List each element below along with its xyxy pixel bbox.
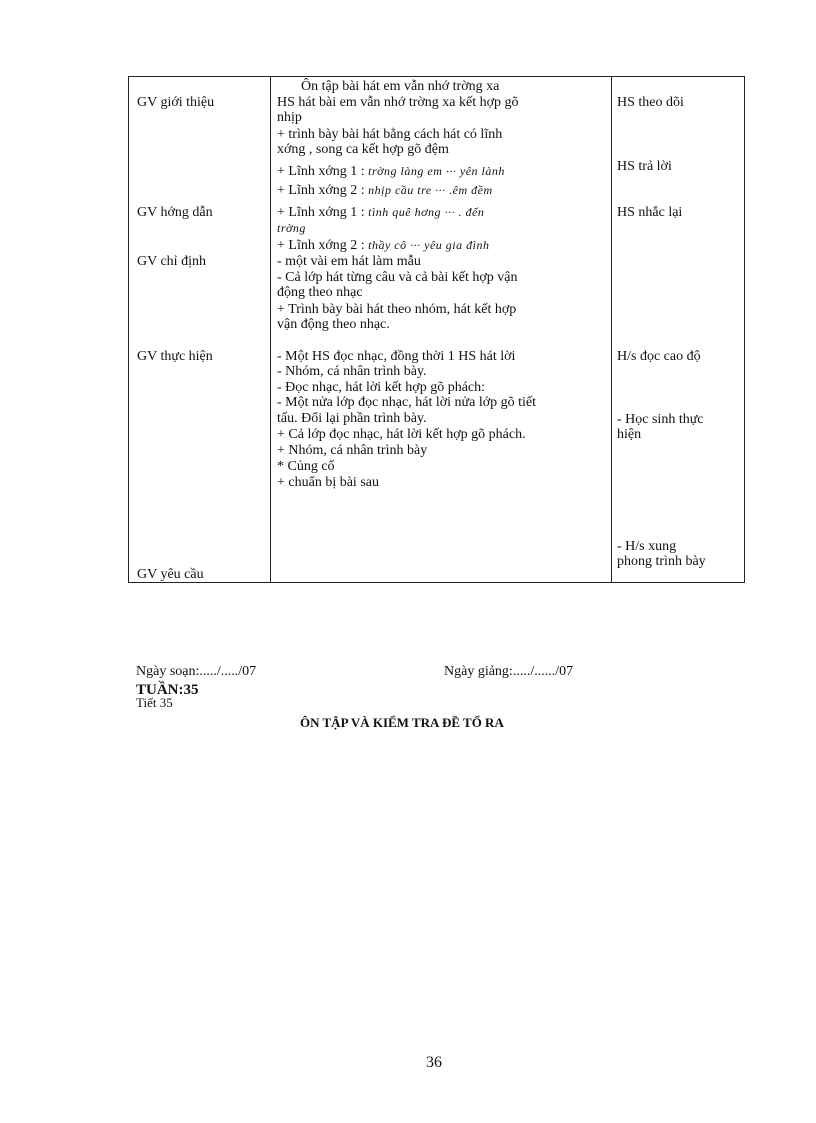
verse-lyric: thầy cô ··· yêu gia đình (368, 238, 490, 252)
content-line: HS hát bài em vẫn nhớ trờng xa kết hợp gõ (277, 95, 519, 110)
verse-label: + Lĩnh xớng 2 : (277, 238, 365, 253)
content-line: + trình bày bài hát bằng cách hát có lĩnh (277, 127, 503, 142)
content-line: xớng , song ca kết hợp gõ đệm (277, 142, 449, 157)
column-divider (270, 77, 271, 582)
content-line: - Một nửa lớp đọc nhạc, hát lời nửa lớp gõ tiết (277, 395, 536, 410)
content-line: - Cả lớp hát từng câu và cả bài kết hợp vận (277, 270, 518, 285)
content-line: + Nhóm, cá nhân trình bày (277, 443, 428, 458)
verse-lyric: tình quê hơng ··· . đến (368, 205, 485, 219)
content-heading: Ôn tập bài hát em vẫn nhớ trờng xa (301, 79, 500, 94)
content-line: - một vài em hát làm mẫu (277, 254, 421, 269)
content-line (277, 238, 489, 253)
verse-label: + Lĩnh xớng 2 : (277, 183, 365, 198)
student-activity: HS nhắc lại (617, 205, 683, 220)
prep-date: Ngày soạn:...../...../07 (136, 664, 257, 679)
verse-label: + Lĩnh xớng 1 : (277, 205, 365, 220)
content-line: - Nhóm, cá nhân trình bày. (277, 364, 427, 379)
student-activity: phong trình bày (617, 554, 706, 569)
lesson-table (128, 76, 745, 583)
content-line (277, 183, 493, 198)
teacher-activity: GV yêu cầu (137, 567, 204, 582)
student-activity: hiện (617, 427, 642, 442)
student-activity: - Học sinh thực (617, 412, 704, 427)
student-activity: HS trả lời (617, 159, 672, 174)
verse-label: + Lĩnh xớng 1 : (277, 164, 365, 179)
content-line (277, 205, 484, 220)
verse-lyric: trờng làng em ··· yên lành (368, 164, 505, 178)
teacher-activity: GV giới thiệu (137, 95, 215, 110)
content-line: * Củng cố (277, 459, 335, 474)
teacher-activity: GV chỉ định (137, 254, 206, 269)
content-line: + Cả lớp đọc nhạc, hát lời kết hợp gõ phách. (277, 427, 526, 442)
student-activity: H/s đọc cao độ (617, 349, 701, 364)
teacher-activity: GV hớng dẫn (137, 205, 213, 220)
week-label: TUẦN:35 (136, 682, 199, 698)
content-line: nhịp (277, 110, 302, 125)
content-line: + chuẩn bị bài sau (277, 475, 379, 490)
page-number: 36 (426, 1054, 442, 1071)
student-activity: - H/s xung (617, 539, 677, 554)
verse-lyric: trờng (277, 221, 306, 235)
column-divider (611, 77, 612, 582)
teaching-date: Ngày giảng:...../....../07 (444, 664, 574, 679)
verse-lyric: nhịp cầu tre ··· .êm đềm (368, 183, 493, 197)
content-line: + Trình bày bài hát theo nhóm, hát kết hợp (277, 302, 517, 317)
content-line: - Một HS đọc nhạc, đồng thời 1 HS hát lời (277, 349, 516, 364)
period-label: Tiết 35 (136, 695, 173, 710)
lesson-title: ÔN TẬP VÀ KIỂM TRA ĐỀ TỔ RA (300, 715, 504, 730)
content-line: động theo nhạc (277, 285, 363, 300)
content-line: tấu. Đổi lại phần trình bày. (277, 411, 427, 426)
content-line (277, 164, 505, 179)
content-line: - Đọc nhạc, hát lời kết hợp gõ phách: (277, 380, 486, 395)
student-activity: HS theo dõi (617, 95, 684, 110)
teacher-activity: GV thực hiện (137, 349, 213, 364)
content-line: vận động theo nhạc. (277, 317, 390, 332)
